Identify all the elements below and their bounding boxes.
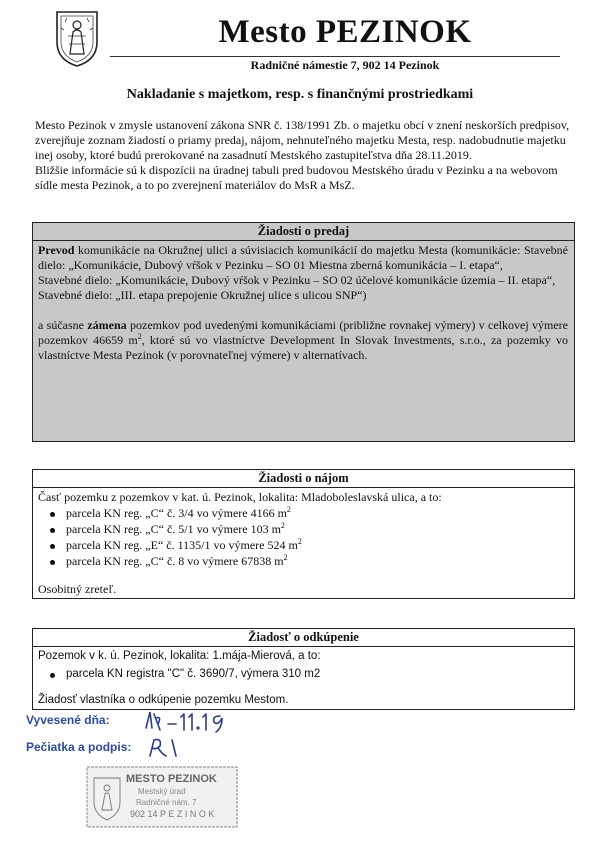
stamp-line-3: Radničné nám. 7 bbox=[136, 798, 197, 807]
intro-paragraph: Mesto Pezinok v zmysle ustanovení zákona SNR č. 138/1991 Zb. o majetku obcí v znení neskorších predpisov, zverejňuje zoznam žiadostí o priamy predaj, nájom, nehnuteľného majetku Mesta, resp. nadobudnutie majetku inej osoby, ktoré budú prerokované na zasadnutí Mestského zastupiteľstva dňa 28.11.2019. bbox=[35, 118, 570, 162]
sale-requests-box bbox=[32, 222, 575, 442]
list-item bbox=[38, 538, 568, 553]
purchase-request-box bbox=[32, 628, 575, 710]
purchase-note: Žiadosť vlastníka o odkúpenie pozemku Mestom. bbox=[38, 694, 289, 706]
list-item bbox=[38, 522, 568, 537]
exchange-unit-sup: 2 bbox=[137, 332, 142, 341]
rent-note: Osobitný zreteľ. bbox=[38, 582, 117, 596]
town-address: Radničné námestie 7, 902 14 Pezinok bbox=[250, 58, 440, 72]
exchange-text-a: a súčasne bbox=[38, 318, 88, 332]
document-heading: Nakladanie s majetkom, resp. s finančnými prostriedkami bbox=[126, 87, 474, 102]
exchange-paragraph bbox=[38, 318, 568, 363]
transfer-keyword: Prevod bbox=[38, 243, 75, 257]
purchase-request-body bbox=[33, 647, 574, 708]
exchange-keyword: zámena bbox=[87, 318, 127, 332]
rent-requests-heading: Žiadosti o nájom bbox=[33, 470, 574, 488]
spacer bbox=[38, 303, 568, 318]
list-item: parcela KN registra "C" č. 3690/7, výmera 310 m2 bbox=[38, 667, 568, 682]
construction-line-2: Stavebné dielo: „Komunikácie, Dubový vŕšok v Pezinku – SO 02 účelové komunikácie územia – II. etapa“, bbox=[38, 273, 556, 287]
stamp-line-1: MESTO PEZINOK bbox=[126, 773, 217, 785]
official-stamp bbox=[86, 766, 238, 828]
exchange-text-b: pozemkov pod uvedenými komunikáciami (približne rovnakej výmery) v celkovej výmere pozemkov 46659 m bbox=[38, 318, 568, 347]
parcel-unit-sup: 2 bbox=[280, 521, 285, 530]
purchase-request-heading: Žiadosť o odkúpenie bbox=[33, 629, 574, 647]
construction-line-3: Stavebné dielo: „III. etapa prepojenie Okružnej ulice s ulicou SNP“) bbox=[38, 288, 367, 302]
exchange-text-c: , ktoré sú vo vlastníctve Development In Slovak Investments, s.r.o., za pozemky vo vlastníctve Mesta Pezinok (v porovnateľnej výmere) v alternatívach. bbox=[38, 333, 568, 362]
posted-date-label: Vyvesené dňa: bbox=[26, 713, 110, 727]
seal-signature-label: Pečiatka a podpis: bbox=[26, 740, 132, 754]
intro-paragraph: Bližšie informácie sú k dispozícii na úradnej tabuli pred budovou Mestského úradu v Pezinku a na webovom sídle mesta Pezinok, a to po zverejnení materiálov do MsR a MsZ. bbox=[35, 163, 558, 192]
handwritten-date bbox=[140, 706, 240, 734]
parcel-text: parcela KN reg. „C“ č. 8 vo výmere 67838 m bbox=[66, 554, 284, 568]
town-title: Mesto PEZINOK bbox=[218, 14, 472, 50]
rent-requests-box bbox=[32, 469, 575, 599]
transfer-text: komunikácie na Okružnej ulici a súvisiacich komunikácií do majetku Mesta (komunikácie: Stavebné dielo: „Komunikácie, Dubový vŕšok v Pezinku – SO 01 Miestna zberná komunikácia – I. etapa“, bbox=[38, 243, 568, 272]
header-divider bbox=[110, 56, 560, 57]
handwritten-signature bbox=[146, 734, 186, 760]
rent-requests-body bbox=[33, 488, 574, 597]
list-item bbox=[38, 554, 568, 569]
rent-parcel-list bbox=[38, 506, 568, 569]
parcel-unit-sup: 2 bbox=[297, 537, 302, 546]
parcel-text: parcela KN reg. „C“ č. 3/4 vo výmere 4166 m bbox=[66, 506, 287, 520]
parcel-text: parcela KN reg. „C“ č. 5/1 vo výmere 103 m bbox=[66, 522, 281, 536]
parcel-unit-sup: 2 bbox=[286, 505, 291, 514]
stamp-line-2: Mestský úrad bbox=[138, 787, 186, 796]
rent-lead: Časť pozemku z pozemkov v kat. ú. Pezinok, lokalita: Mladoboleslavská ulica, a to: bbox=[38, 490, 442, 504]
parcel-text: parcela KN reg. „E“ č. 1135/1 vo výmere 524 m bbox=[66, 538, 298, 552]
list-item bbox=[38, 506, 568, 521]
intro-text bbox=[35, 118, 570, 193]
sale-requests-body bbox=[33, 241, 574, 363]
transfer-paragraph bbox=[38, 243, 568, 273]
purchase-parcel-list bbox=[38, 667, 568, 682]
stamp-line-4: 902 14 P E Z I N O K bbox=[130, 809, 215, 819]
purchase-lead: Pozemok v k. ú. Pezinok, lokalita: 1.mája-Mierová, a to: bbox=[38, 650, 321, 662]
parcel-unit-sup: 2 bbox=[283, 553, 288, 562]
coat-of-arms-icon bbox=[52, 8, 102, 68]
sale-requests-heading: Žiadosti o predaj bbox=[33, 223, 574, 241]
